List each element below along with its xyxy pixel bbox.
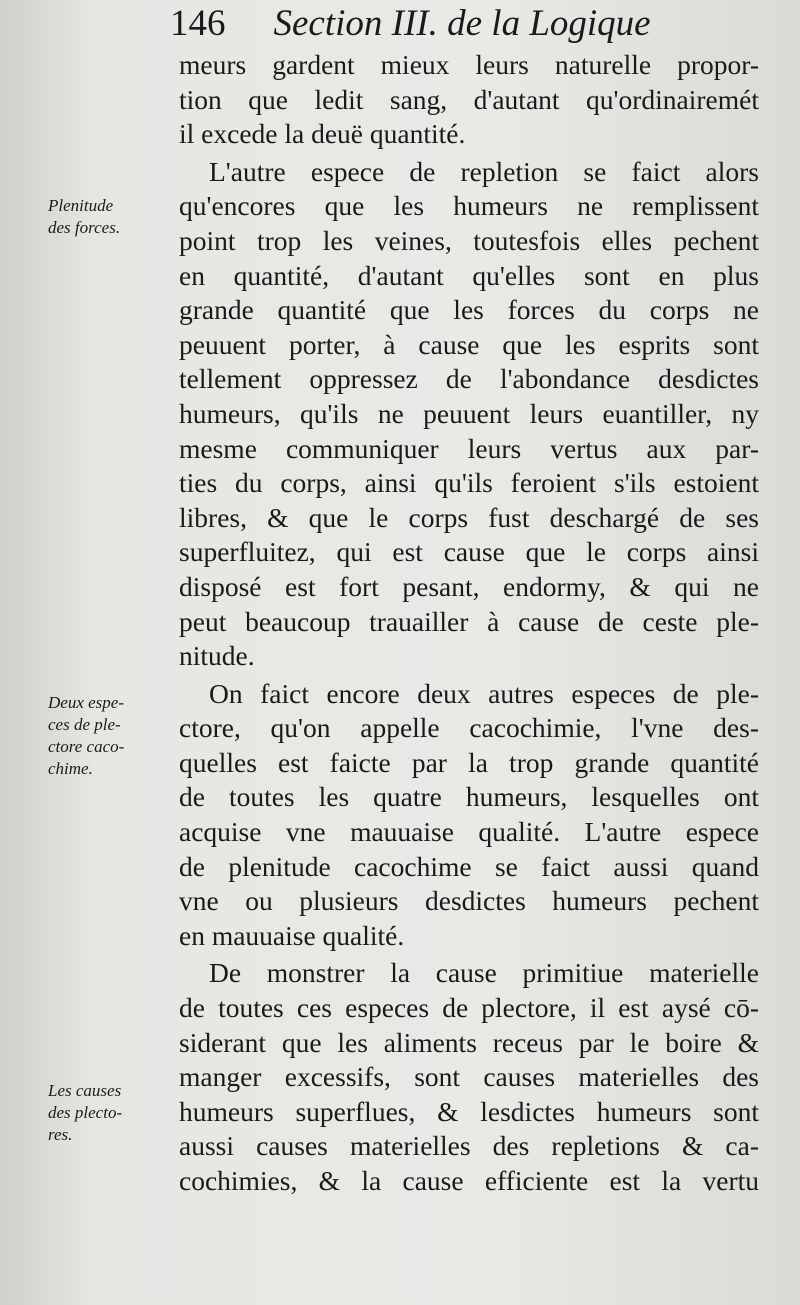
text-line: en quantité, d'autant qu'elles sont en plus: [179, 259, 759, 291]
text-line: ctore, qu'on appelle cacochimie, l'vne des-: [179, 712, 759, 744]
text-line: nitude.: [179, 640, 255, 672]
text-line: superfluitez, qui est cause que le corps ainsi: [179, 536, 759, 568]
page-number: 146: [170, 3, 226, 44]
text-line: tion que ledit sang, d'autant qu'ordinairemét: [179, 83, 759, 115]
text-line: ties du corps, ainsi qu'ils feroient s'ils estoient: [179, 467, 759, 499]
text-line: On faict encore deux autres especes de ple-: [209, 677, 759, 709]
margin-note-line: ctore caco-: [48, 737, 125, 756]
text-line: quelles est faicte par la trop grande quantité: [179, 746, 759, 778]
text-line: humeurs superflues, & lesdictes humeurs sont: [179, 1095, 759, 1127]
margin-note-line: Deux espe-: [48, 693, 124, 712]
text-line: peuuent porter, à cause que les esprits sont: [179, 328, 759, 360]
text-line: aussi causes materielles des repletions & ca-: [179, 1130, 759, 1162]
margin-note-line: des plecto-: [48, 1103, 123, 1122]
text-line: siderant que les aliments receus par le boire &: [179, 1026, 759, 1058]
text-line: humeurs, qu'ils ne peuuent leurs euantiller, ny: [179, 397, 759, 429]
margin-note-line: des forces.: [48, 218, 121, 237]
margin-note-line: res.: [48, 1125, 73, 1144]
text-line: cochimies, & la cause efficiente est la vertu: [179, 1165, 759, 1196]
text-line: il excede la deuë quantité.: [179, 118, 466, 150]
margin-note-line: Les causes: [48, 1081, 122, 1100]
text-line: de plenitude cacochime se faict aussi quand: [179, 850, 759, 882]
text-line: acquise vne mauuaise qualité. L'autre espece: [179, 816, 759, 848]
running-title: Section III. de la Logique: [273, 3, 651, 44]
text-line: de toutes ces especes de plectore, il est aysé cō-: [179, 992, 759, 1024]
margin-note-line: Plenitude: [48, 196, 114, 215]
running-header: [170, 2, 792, 46]
text-line: L'autre espece de repletion se faict alors: [209, 155, 759, 187]
text-line: manger excessifs, sont causes materielles des: [179, 1061, 759, 1093]
text-line: tellement oppressez de l'abondance desdictes: [179, 363, 759, 395]
text-line: de toutes les quatre humeurs, lesquelles ont: [179, 781, 759, 813]
text-line: disposé est fort pesant, endormy, & qui ne: [179, 570, 759, 602]
margin-note-line: ces de ple-: [48, 715, 121, 734]
text-line: point trop les veines, toutesfois elles pechent: [179, 224, 759, 256]
margin-note-line: chime.: [48, 759, 93, 778]
text-line: De monstrer la cause primitiue materielle: [209, 957, 759, 989]
text-line: en mauuaise qualité.: [179, 919, 405, 951]
text-line: peut beaucoup trauailler à cause de ceste ple-: [179, 605, 759, 637]
text-line: vne ou plusieurs desdictes humeurs pechent: [179, 885, 759, 917]
margin-note-cacochime: [48, 692, 166, 780]
text-line: mesme communiquer leurs vertus aux par-: [179, 432, 759, 464]
main-text: [179, 48, 759, 1199]
text-line: qu'encores que les humeurs ne remplissent: [179, 190, 759, 222]
text-line: meurs gardent mieux leurs naturelle propor-: [179, 49, 759, 80]
text-line: libres, & que le corps fust deschargé de ses: [179, 501, 759, 533]
margin-note-causes: [48, 1080, 166, 1146]
text-line: grande quantité que les forces du corps ne: [179, 294, 759, 326]
margin-note-plenitude: [48, 195, 166, 239]
